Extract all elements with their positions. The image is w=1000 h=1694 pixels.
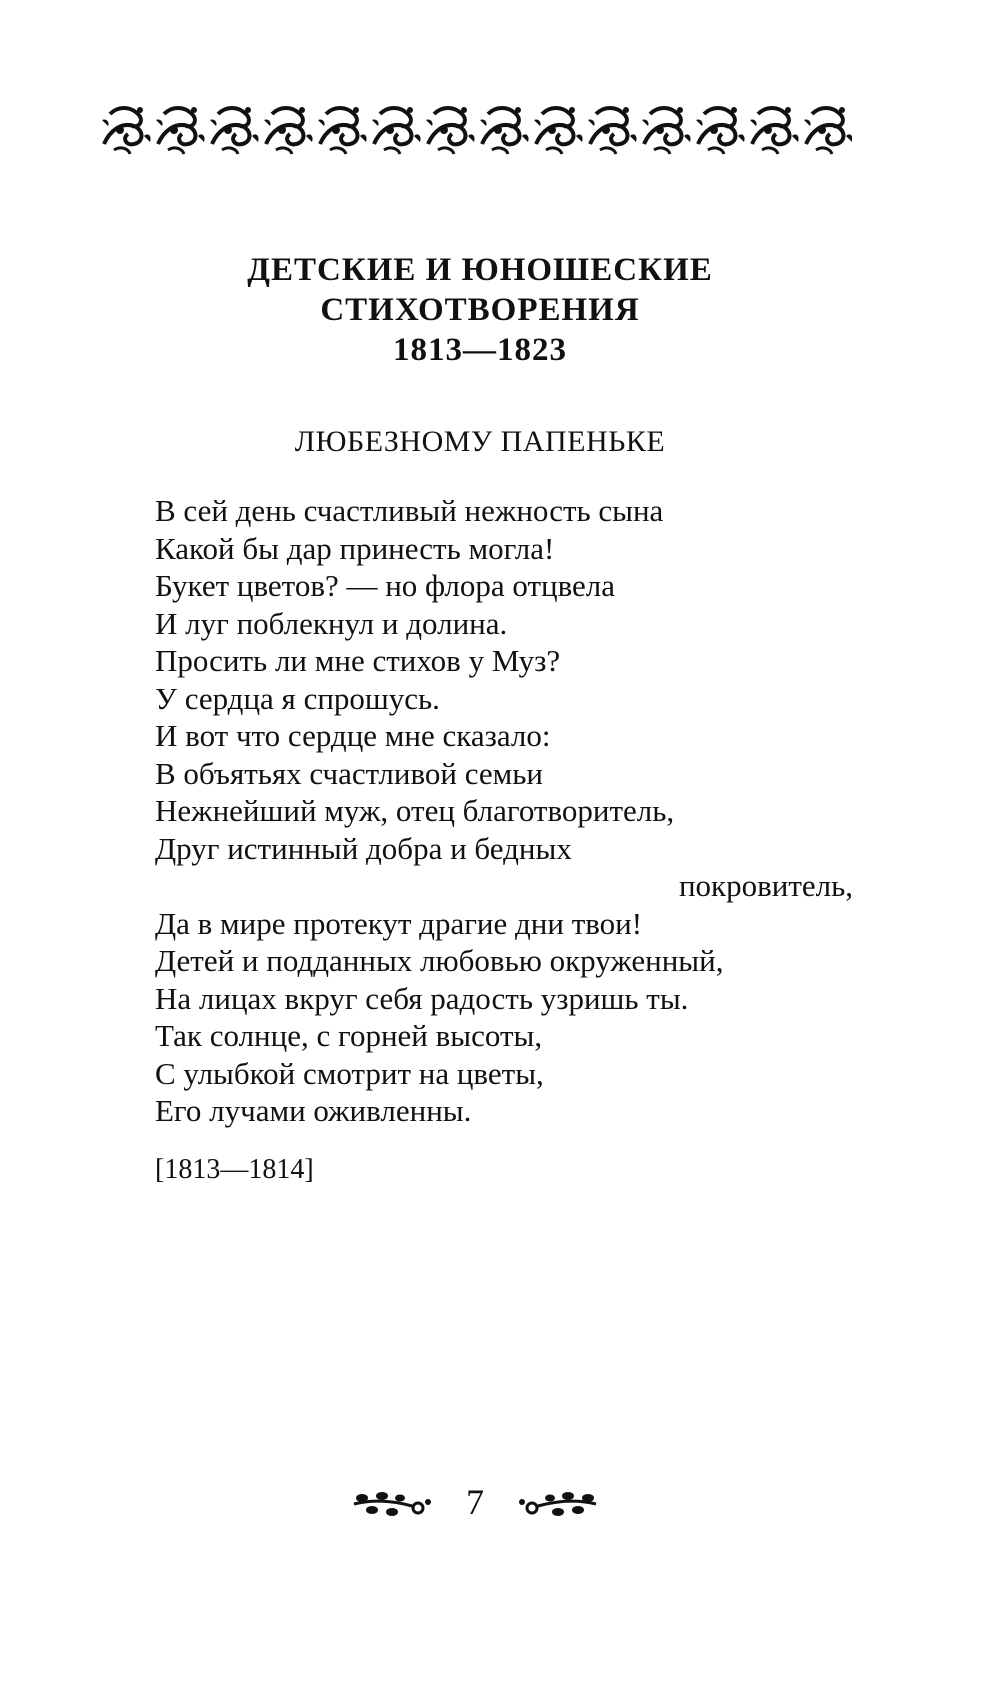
poem-line: Нежнейший муж, отец благотворитель, bbox=[155, 793, 675, 828]
poem-line: И луг поблекнул и долина. bbox=[155, 605, 508, 641]
poem-line: Просить ли мне стихов у Муз? bbox=[155, 643, 561, 678]
poem-line: Друг истинный добра и бедных bbox=[155, 830, 572, 866]
poem-line: В сей день счастливый нежность сына bbox=[155, 493, 664, 528]
poem-line: Так солнце, с горней высоты, bbox=[155, 1018, 543, 1053]
ornamental-header-band bbox=[100, 100, 852, 158]
poem-line: Да в мире протекут драгие дни твои! bbox=[155, 905, 643, 941]
poem-date: [1813—1814] bbox=[155, 1154, 314, 1185]
poem-line: Букет цветов? — но флора отцвела bbox=[155, 568, 616, 603]
poem-line: Какой бы дар принесть могла! bbox=[155, 530, 555, 566]
poem-line: С улыбкой смотрит на цветы, bbox=[155, 1055, 544, 1091]
poem-line-continuation: покровитель, bbox=[678, 868, 853, 903]
left-sprig-ornament-icon bbox=[350, 1486, 436, 1522]
poem-line: У сердца я спрошусь. bbox=[155, 680, 440, 716]
section-title bbox=[140, 250, 820, 370]
page-footer bbox=[350, 1476, 600, 1532]
section-title-line: СТИХОТВОРЕНИЯ bbox=[320, 292, 640, 328]
right-sprig-ornament-icon bbox=[514, 1486, 600, 1522]
poem-body bbox=[155, 492, 855, 1130]
poem-line: На лицах вкруг себя радость узришь ты. bbox=[155, 980, 689, 1016]
section-title-line: ДЕТСКИЕ И ЮНОШЕСКИЕ bbox=[247, 252, 713, 288]
poem-line: В объятьях счастливой семьи bbox=[155, 755, 543, 791]
floral-ornament-icon bbox=[100, 100, 852, 158]
page-number: 7 bbox=[466, 1482, 484, 1522]
section-years: 1813—1823 bbox=[393, 332, 567, 368]
poem-line: Его лучами оживленны. bbox=[155, 1093, 472, 1128]
poem-line: И вот что сердце мне сказало: bbox=[155, 718, 551, 753]
poem-line: Детей и подданных любовью окруженный, bbox=[155, 943, 724, 978]
poem-title: ЛЮБЕЗНОМУ ПАПЕНЬКЕ bbox=[294, 425, 666, 458]
